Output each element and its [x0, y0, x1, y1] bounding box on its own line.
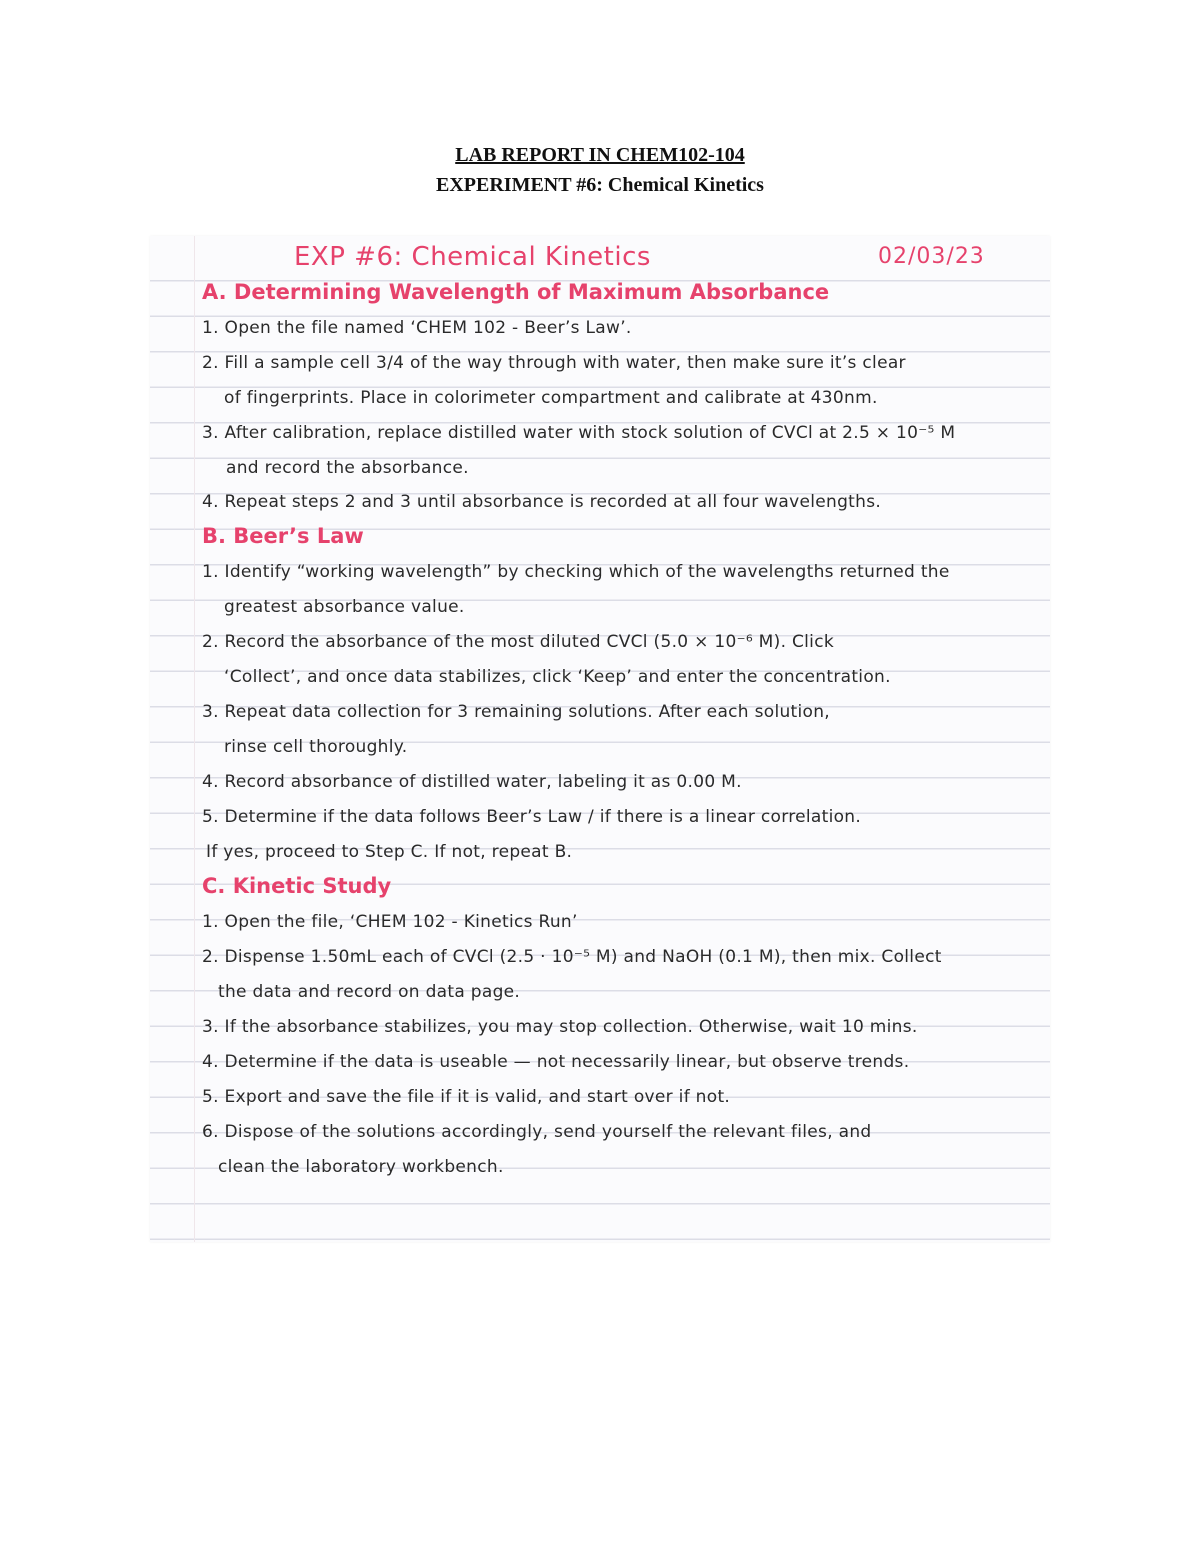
note-line: 1. Identify “working wavelength” by checking which of the wavelengths returned the [202, 562, 950, 582]
note-line: 3. After calibration, replace distilled water with stock solution of CVCl at 2.5 × 10⁻⁵ M [202, 423, 956, 443]
report-title: LAB REPORT IN CHEM102-104 [455, 144, 745, 166]
note-line: If yes, proceed to Step C. If not, repeat B. [206, 842, 573, 862]
note-line: 2. Record the absorbance of the most diluted CVCl (5.0 × 10⁻⁶ M). Click [202, 632, 834, 652]
note-line: and record the absorbance. [226, 458, 469, 478]
note-line: 4. Record absorbance of distilled water, labeling it as 0.00 M. [202, 772, 742, 792]
note-line: 4. Determine if the data is useable — not necessarily linear, but observe trends. [202, 1052, 910, 1072]
note-line: 1. Open the file named ‘CHEM 102 - Beer’s Law’. [202, 318, 632, 338]
note-line: of fingerprints. Place in colorimeter compartment and calibrate at 430nm. [224, 388, 878, 408]
section-c-heading: C. Kinetic Study [202, 874, 392, 898]
note-line: ‘Collect’, and once data stabilizes, click ‘Keep’ and enter the concentration. [224, 667, 891, 687]
note-line: greatest absorbance value. [224, 597, 465, 617]
note-line: the data and record on data page. [218, 982, 521, 1002]
notes-title: EXP #6: Chemical Kinetics [294, 242, 651, 272]
section-a-heading: A. Determining Wavelength of Maximum Absorbance [202, 280, 830, 304]
note-line: 2. Dispense 1.50mL each of CVCl (2.5 · 10⁻⁵ M) and NaOH (0.1 M), then mix. Collect [202, 947, 942, 967]
section-b-heading: B. Beer’s Law [202, 524, 364, 548]
report-header [0, 140, 1200, 200]
note-line: 5. Determine if the data follows Beer’s Law / if there is a linear correlation. [202, 807, 862, 827]
note-line: 3. Repeat data collection for 3 remaining solutions. After each solution, [202, 702, 831, 722]
note-line: 4. Repeat steps 2 and 3 until absorbance is recorded at all four wavelengths. [202, 492, 882, 512]
notebook-page-photo [150, 236, 1050, 1242]
note-line: 6. Dispose of the solutions accordingly, send yourself the relevant files, and [202, 1122, 872, 1142]
experiment-title: EXPERIMENT #6: Chemical Kinetics [436, 174, 764, 196]
note-line: 2. Fill a sample cell 3/4 of the way through with water, then make sure it’s clear [202, 353, 906, 373]
notes-date: 02/03/23 [878, 244, 985, 269]
note-line: clean the laboratory workbench. [218, 1157, 504, 1177]
note-line: 5. Export and save the file if it is valid, and start over if not. [202, 1087, 731, 1107]
note-line: 3. If the absorbance stabilizes, you may stop collection. Otherwise, wait 10 mins. [202, 1017, 918, 1037]
note-line: rinse cell thoroughly. [224, 737, 408, 757]
note-line: 1. Open the file, ‘CHEM 102 - Kinetics Run’ [202, 912, 578, 932]
